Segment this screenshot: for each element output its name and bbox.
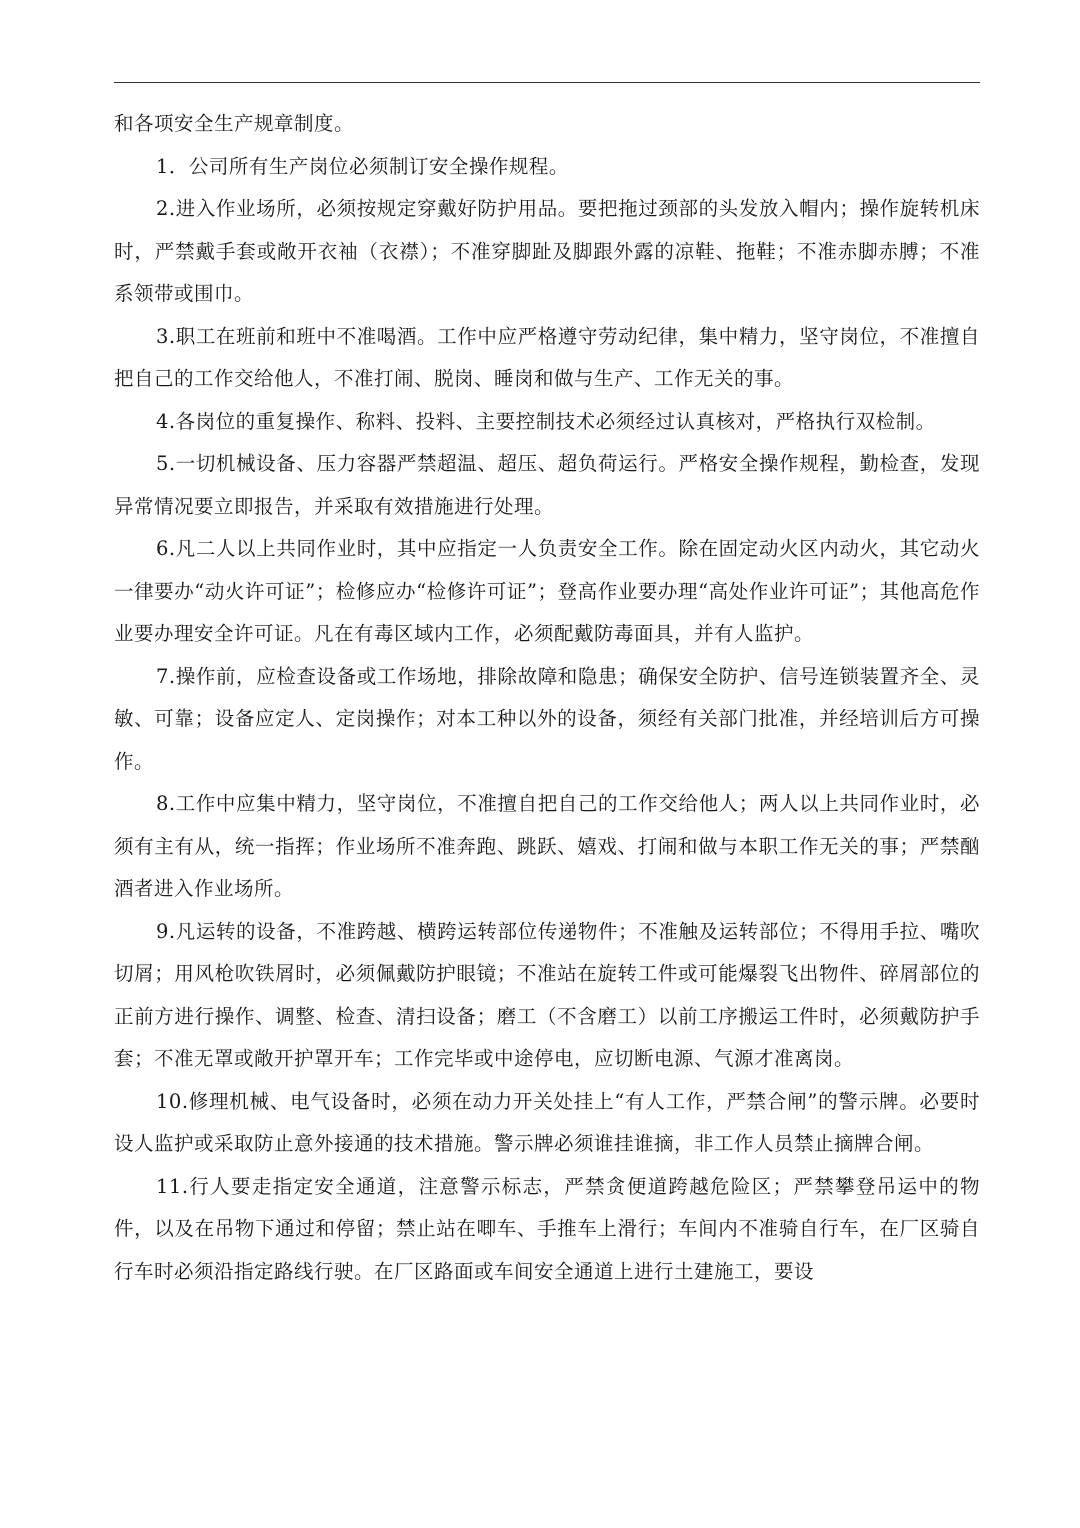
paragraph-item-10: 10.修理机械、电气设备时，必须在动力开关处挂上“有人工作，严禁合闸”的警示牌。必要时设人监护或采取防止意外接通的技术措施。警示牌必须谁挂谁摘，非工作人员禁止摘牌合闸。 [114, 1089, 980, 1155]
paragraph-item-1: 1．公司所有生产岗位必须制订安全操作规程。 [156, 154, 569, 178]
paragraph-item-11: 11.行人要走指定安全通道，注意警示标志，严禁贪便道跨越危险区；严禁攀登吊运中的物件，以及在吊物下通过和停留；禁止站在唧车、手推车上滑行；车间内不准骑自行车，在厂区骑自行车时必须沿指定路线行驶。在厂区路面或车间安全通道上进行土建施工，要设 [114, 1174, 980, 1283]
header-rule [114, 82, 980, 83]
paragraph-item-4: 4.各岗位的重复操作、称料、投料、主要控制技术必须经过认真核对，严格执行双检制。 [156, 409, 936, 433]
paragraph-item-7: 7.操作前，应检查设备或工作场地，排除故障和隐患；确保安全防护、信号连锁装置齐全、灵敏、可靠；设备应定人、定岗操作；对本工种以外的设备，须经有关部门批准，并经培训后方可操作。 [114, 664, 980, 773]
paragraph-item-5: 5.一切机械设备、压力容器严禁超温、超压、超负荷运行。严格安全操作规程，勤检查，发现异常情况要立即报告，并采取有效措施进行处理。 [114, 452, 980, 518]
paragraph-item-3: 3.职工在班前和班中不准喝酒。工作中应严格遵守劳动纪律，集中精力，坚守岗位，不准擅自把自己的工作交给他人，不准打闹、脱岗、睡岗和做与生产、工作无关的事。 [114, 324, 980, 390]
document-body [114, 103, 980, 1293]
paragraph-item-8: 8.工作中应集中精力，坚守岗位，不准擅自把自己的工作交给他人；两人以上共同作业时，必须有主有从，统一指挥；作业场所不准奔跑、跳跃、嬉戏、打闹和做与本职工作无关的事；严禁酗酒者进入作业场所。 [114, 792, 980, 900]
paragraph-item-9: 9.凡运转的设备，不准跨越、横跨运转部位传递物件；不准触及运转部位；不得用手拉、嘴吹切屑；用风枪吹铁屑时，必须佩戴防护眼镜；不准站在旋转工件或可能爆裂飞出物件、碎屑部位的正前方进行操作、调整、检查、清扫设备；磨工（不含磨工）以前工序搬运工件时，必须戴防护手套；不准无罩或敞开护罩开车；工作完毕或中途停电，应切断电源、气源才准离岗。 [114, 919, 980, 1070]
paragraph-item-6: 6.凡二人以上共同作业时，其中应指定一人负责安全工作。除在固定动火区内动火，其它动火一律要办“动火许可证”；检修应办“检修许可证”；登高作业要办理“高处作业许可证”；其他高危作业要办理安全许可证。凡在有毒区域内工作，必须配戴防毒面具，并有人监护。 [114, 537, 980, 645]
paragraph-continuation: 和各项安全生产规章制度。 [114, 112, 355, 135]
paragraph-item-2: 2.进入作业场所，必须按规定穿戴好防护用品。要把拖过颈部的头发放入帽内；操作旋转机床时，严禁戴手套或敞开衣袖（衣襟）；不准穿脚趾及脚跟外露的凉鞋、拖鞋；不准赤脚赤膊；不准系领带或围巾。 [114, 197, 980, 305]
